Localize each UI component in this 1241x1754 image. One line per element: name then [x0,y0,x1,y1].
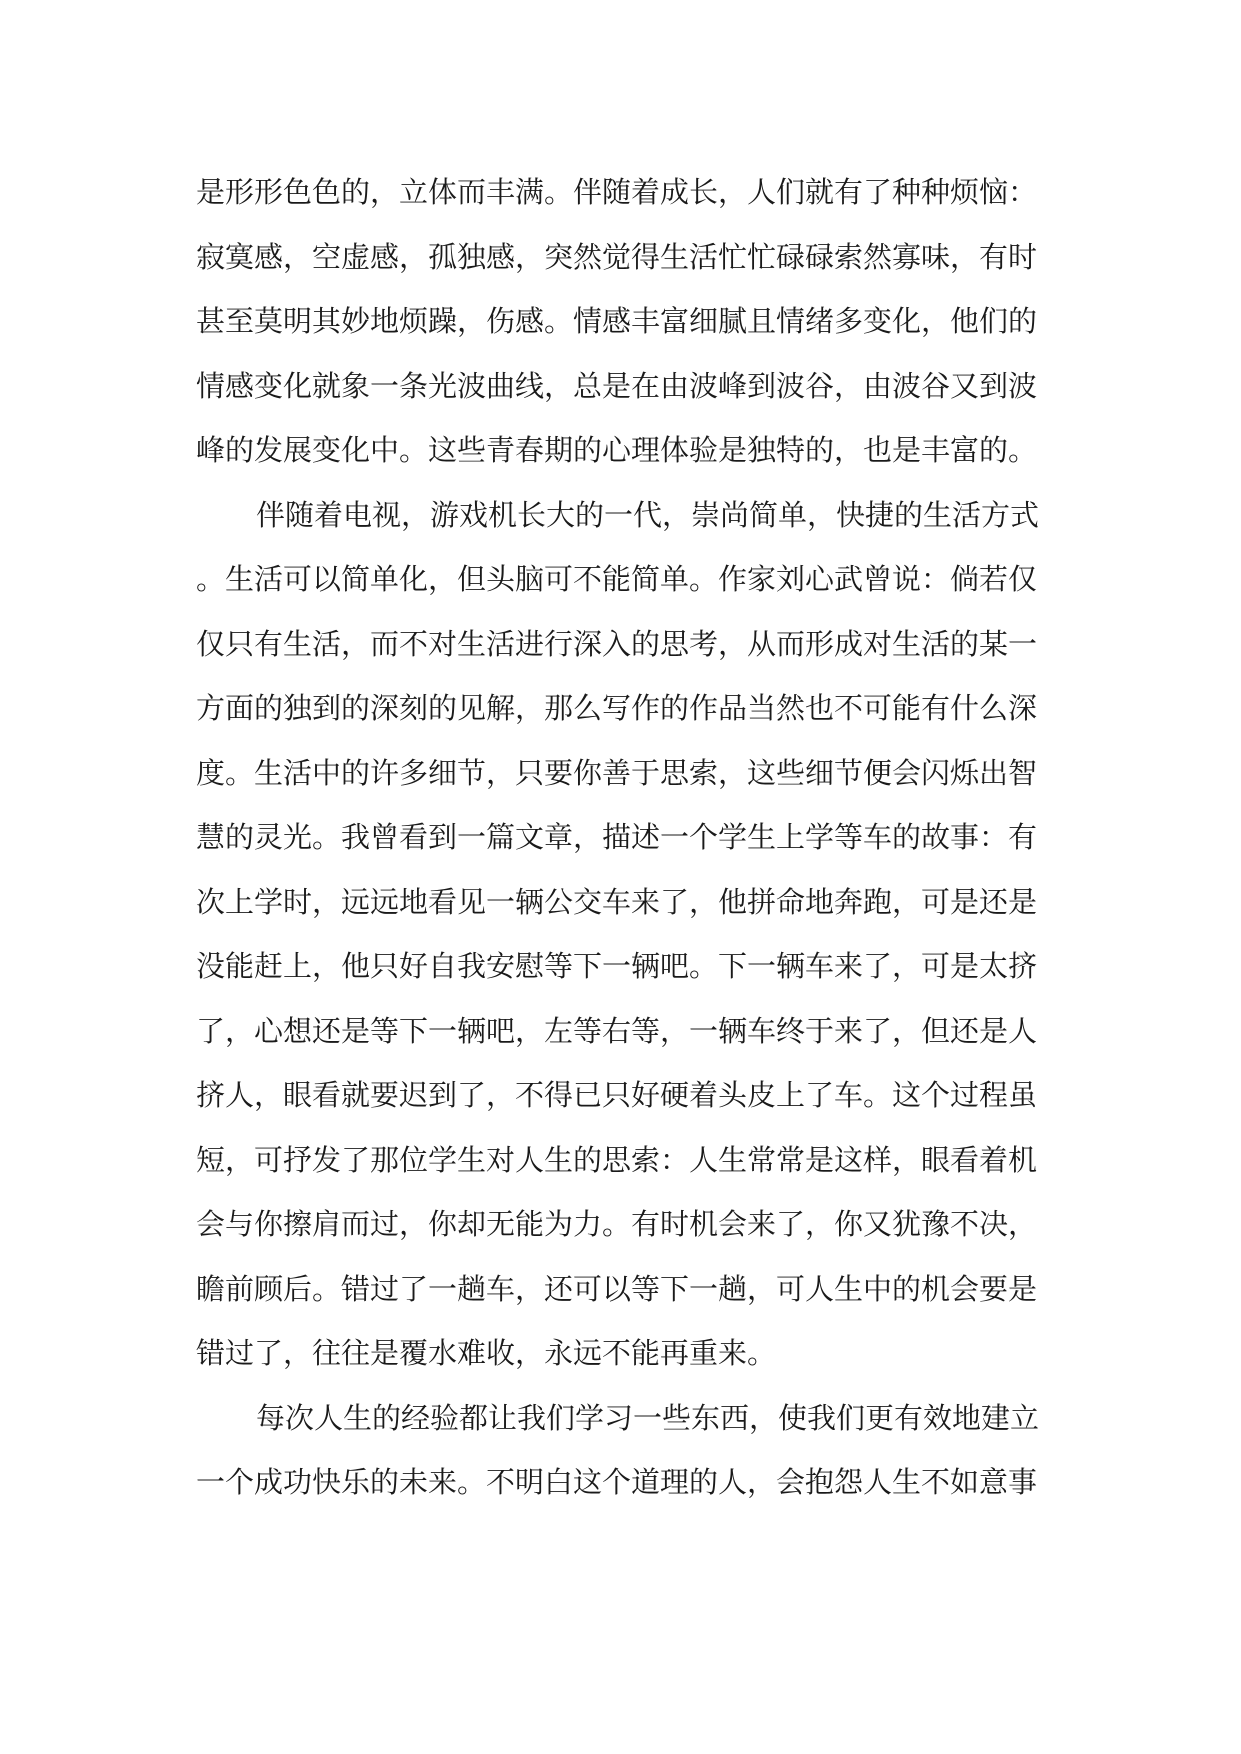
text-line: 一个成功快乐的未来。不明白这个道理的人，会抱怨人生不如意事 [196,1465,1038,1499]
text-line: 仅只有生活，而不对生活进行深入的思考，从而形成对生活的某一 [196,626,1038,661]
text-line: 次上学时，远远地看见一辆公交车来了，他拼命地奔跑，可是还是 [196,884,1038,919]
text-line: 错过了，往往是覆水难收，永远不能再重来。 [196,1336,777,1370]
text-line: 没能赶上，他只好自我安慰等下一辆吧。下一辆车来了，可是太挤 [196,949,1038,983]
text-line: 是形形色色的，立体而丰满。伴随着成长，人们就有了种种烦恼： [196,175,1038,209]
text-line: 方面的独到的深刻的见解，那么写作的作品当然也不可能有什么深 [196,691,1038,725]
text-line: 。生活可以简单化，但头脑可不能简单。作家刘心武曾说：倘若仅 [196,562,1038,596]
text-line: 挤人，眼看就要迟到了，不得已只好硬着头皮上了车。这个过程虽 [196,1078,1038,1112]
text-line: 瞻前顾后。错过了一趟车，还可以等下一趟，可人生中的机会要是 [196,1271,1038,1306]
text-line: 寂寞感，空虚感，孤独感，突然觉得生活忙忙碌碌索然寡味，有时 [196,239,1038,274]
text-line: 峰的发展变化中。这些青春期的心理体验是独特的，也是丰富的。 [196,433,1038,467]
paragraph-first-line: 伴随着电视，游戏机长大的一代，崇尚简单，快捷的生活方式 [256,497,1040,532]
text-line: 慧的灵光。我曾看到一篇文章，描述一个学生上学等车的故事：有 [196,820,1038,854]
text-line: 情感变化就象一条光波曲线，总是在由波峰到波谷，由波谷又到波 [196,368,1038,403]
body-text [196,160,1056,1515]
paragraph-first-line: 每次人生的经验都让我们学习一些东西，使我们更有效地建立 [256,1400,1040,1435]
text-line: 度。生活中的许多细节，只要你善于思索，这些细节便会闪烁出智 [196,755,1038,790]
text-line: 了，心想还是等下一辆吧，左等右等，一辆车终于来了，但还是人 [196,1013,1038,1048]
text-line: 短，可抒发了那位学生对人生的思索：人生常常是这样，眼看着机 [196,1142,1038,1177]
text-line: 甚至莫明其妙地烦躁，伤感。情感丰富细腻且情绪多变化，他们的 [196,304,1038,338]
text-line: 会与你擦肩而过，你却无能为力。有时机会来了，你又犹豫不决， [196,1207,1038,1241]
